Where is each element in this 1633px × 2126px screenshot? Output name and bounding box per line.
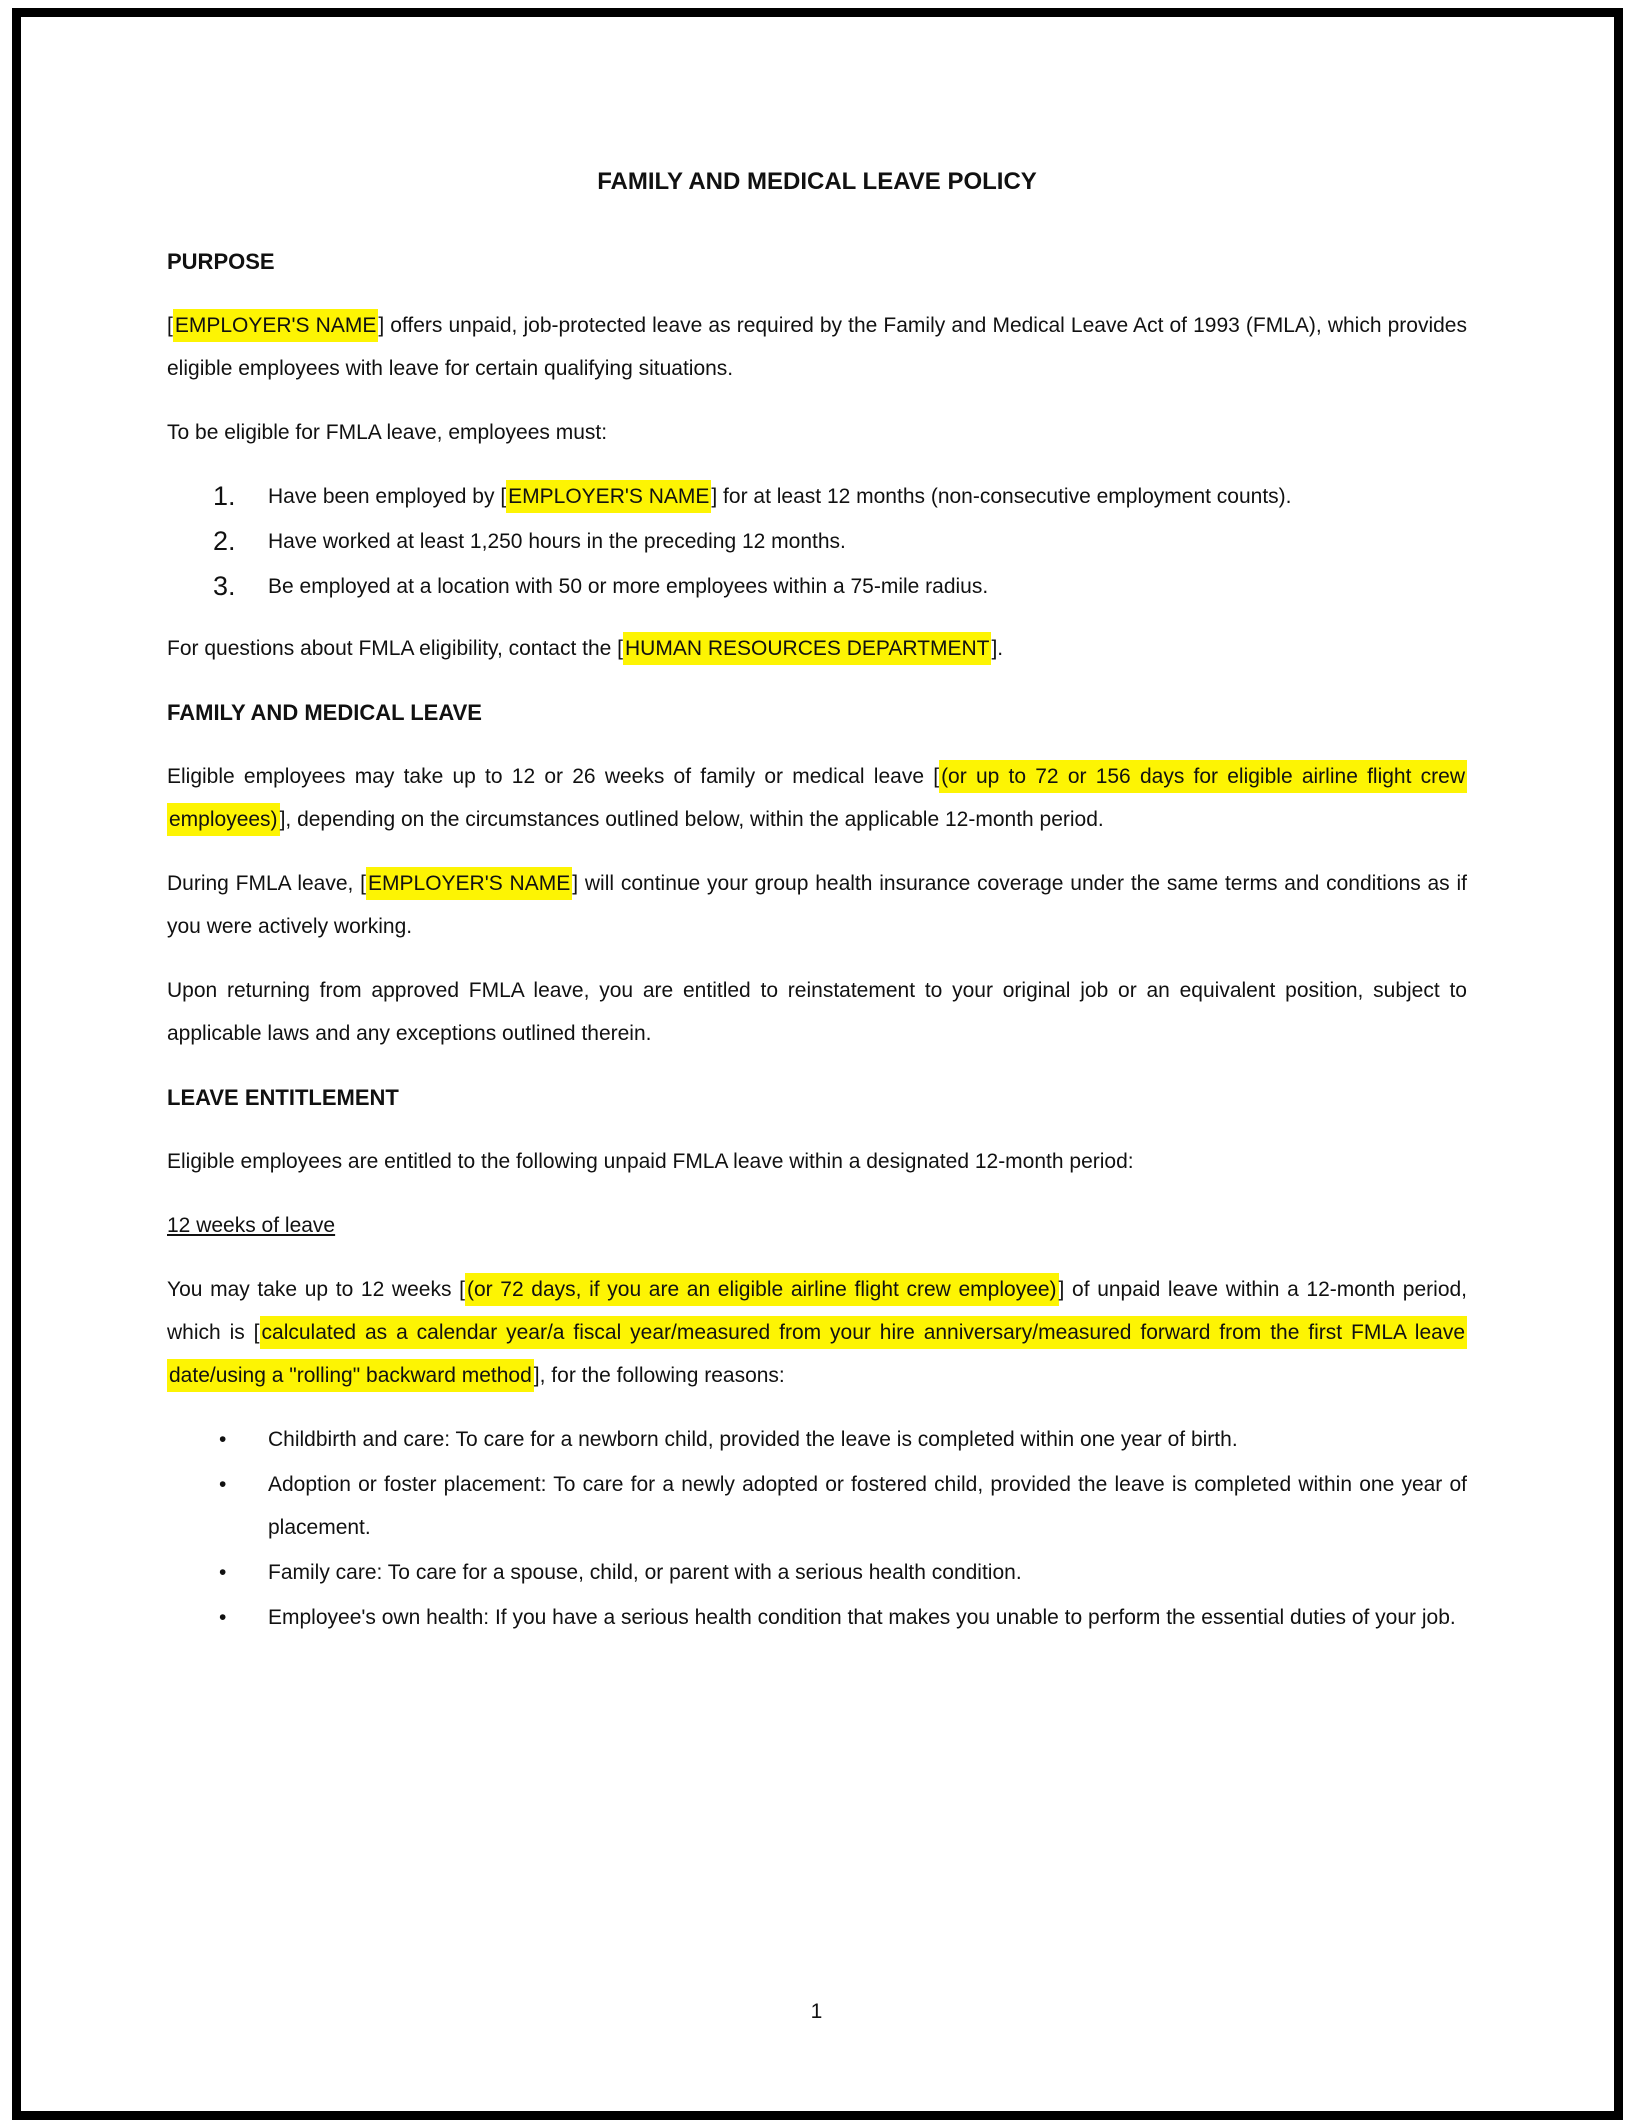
- text-segment: You may take up to 12 weeks [: [167, 1278, 465, 1301]
- text-segment: [: [167, 314, 173, 337]
- list-number: 3.: [213, 571, 236, 601]
- highlighted-segment-flight-crew-72-days: (or 72 days, if you are an eligible airline flight crew employee): [465, 1273, 1059, 1306]
- subheading-12-weeks: 12 weeks of leave: [167, 1214, 336, 1237]
- paragraph-12-weeks-rules: [167, 1268, 1467, 1397]
- bullet-icon: •: [219, 1473, 227, 1496]
- list-item: [167, 1551, 1467, 1594]
- text-segment: ] offers unpaid, job-protected leave as required by the Family and Medical Leave Act of 1993 (FMLA), which provides eligible employees with leave for certain qualifying situations.: [167, 314, 1467, 380]
- paragraph-insurance: [167, 862, 1467, 948]
- text-segment: Childbirth and care: To care for a newborn child, provided the leave is completed within one year of birth.: [268, 1428, 1238, 1451]
- text-segment: During FMLA leave, [: [167, 872, 367, 895]
- text-segment: Family care: To care for a spouse, child, or parent with a serious health condition.: [268, 1561, 1022, 1584]
- text-segment: ], for the following reasons:: [533, 1364, 785, 1387]
- eligibility-list: [167, 475, 1467, 608]
- bullet-icon: •: [219, 1428, 227, 1451]
- text-segment: Employee's own health: If you have a serious health condition that makes you unable to perform the essential duties of your job.: [268, 1606, 1456, 1629]
- document-title: FAMILY AND MEDICAL LEAVE POLICY: [597, 168, 1037, 195]
- text-segment: ], depending on the circumstances outlined below, within the applicable 12-month period.: [279, 808, 1104, 831]
- text-segment: ] of unpaid leave within a 12-month period, which is [: [167, 1278, 1468, 1344]
- list-item: [167, 565, 1467, 608]
- paragraph-eligibility-intro: To be eligible for FMLA leave, employees must:: [167, 421, 608, 444]
- bullet-icon: •: [219, 1561, 227, 1584]
- text-segment: Adoption or foster placement: To care for a newly adopted or fostered child, provided the leave is completed within one year of placement.: [268, 1473, 1467, 1539]
- list-number: 1.: [213, 481, 236, 511]
- text-segment: ] will continue your group health insurance coverage under the same terms and conditions as if you were actively working.: [167, 872, 1467, 938]
- highlighted-segment-hr-department: HUMAN RESOURCES DEPARTMENT: [623, 632, 991, 665]
- heading-leave-entitlement: LEAVE ENTITLEMENT: [167, 1085, 399, 1110]
- document-body: [167, 160, 1467, 1658]
- list-item: [167, 520, 1467, 563]
- text-segment: Eligible employees may take up to 12 or 26 weeks of family or medical leave [: [167, 765, 940, 788]
- highlighted-segment-employer-name: EMPLOYER'S NAME: [366, 867, 572, 900]
- text-segment: For questions about FMLA eligibility, contact the [: [167, 637, 624, 660]
- highlighted-segment-employer-name: EMPLOYER'S NAME: [173, 309, 378, 342]
- text-segment: ].: [991, 637, 1004, 660]
- text-segment: ] for at least 12 months (non-consecutive employment counts).: [711, 485, 1292, 508]
- list-item: [167, 1418, 1467, 1461]
- text-segment: Be employed at a location with 50 or more employees within a 75-mile radius.: [268, 575, 989, 598]
- list-item: [167, 1463, 1467, 1549]
- paragraph-reinstatement: Upon returning from approved FMLA leave, you are entitled to reinstatement to your original job or an equivalent position, subject to applicable laws and any exceptions outlined therein.: [167, 979, 1467, 1045]
- paragraph-purpose: [167, 304, 1467, 390]
- bullet-icon: •: [219, 1606, 227, 1629]
- list-item: [167, 1596, 1467, 1639]
- page-number: 1: [810, 2000, 823, 2023]
- paragraph-entitlement-intro: Eligible employees are entitled to the following unpaid FMLA leave within a designated 12-month period:: [167, 1150, 1134, 1173]
- leave-reasons-list: [167, 1418, 1467, 1639]
- highlighted-segment-flight-crew-days: (or up to 72 or 156 days for eligible airline flight crew employees): [167, 760, 1467, 836]
- list-number: 2.: [213, 526, 236, 556]
- list-item: [167, 475, 1467, 518]
- highlighted-segment-calculation-method: calculated as a calendar year/a fiscal year/measured from your hire anniversary/measured forward from the first FMLA leave date/using a "rolling" backward method: [167, 1316, 1467, 1392]
- text-segment: Have worked at least 1,250 hours in the preceding 12 months.: [268, 530, 846, 553]
- paragraph-contact: [167, 627, 1467, 670]
- paragraph-leave-weeks: [167, 755, 1467, 841]
- heading-family-medical-leave: FAMILY AND MEDICAL LEAVE: [167, 700, 482, 725]
- highlighted-segment-employer-name: EMPLOYER'S NAME: [506, 480, 711, 513]
- heading-purpose: PURPOSE: [167, 249, 275, 274]
- text-segment: Have been employed by [: [268, 485, 507, 508]
